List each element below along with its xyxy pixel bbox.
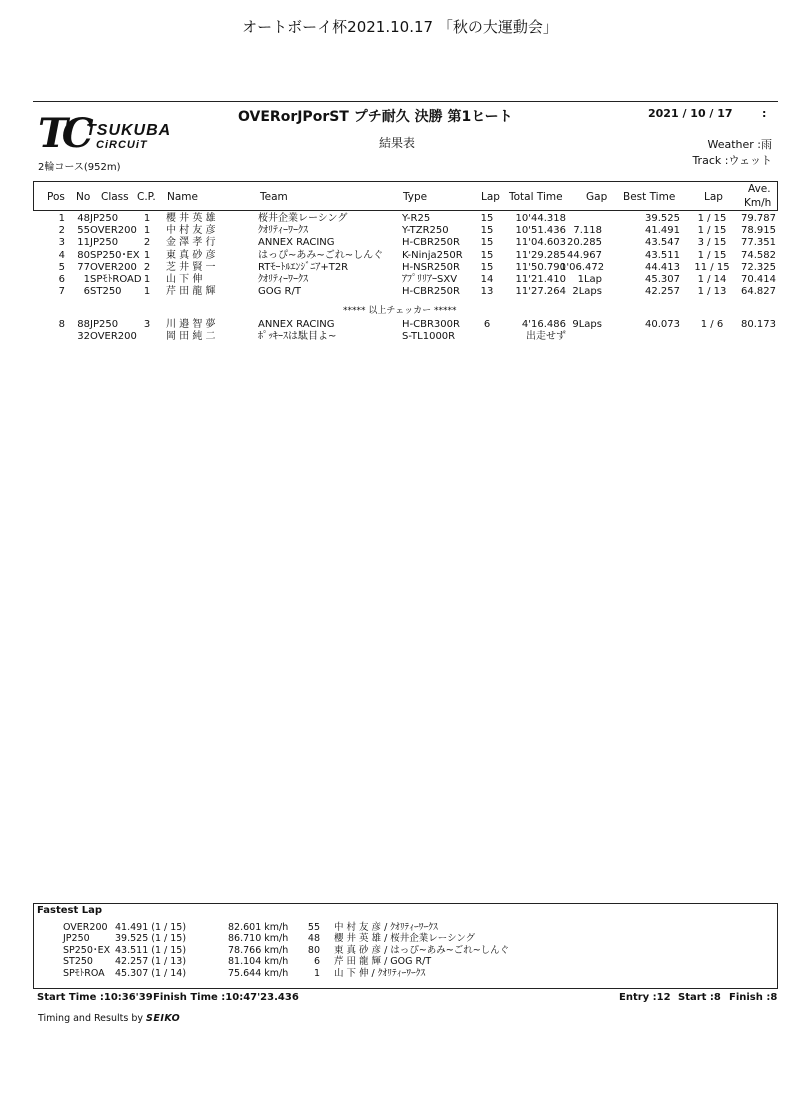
cell-type: Y-TZR250	[402, 225, 449, 237]
fastest-lap-row	[0, 945, 800, 956]
cell-team: 桜井企業レーシング	[258, 213, 348, 224]
cell-best-time: 39.525	[645, 213, 680, 224]
cell-type: H-CBR250R	[402, 237, 460, 249]
cell-class: JP250	[90, 213, 119, 224]
cell-gap: 1'06.472	[560, 261, 605, 273]
fastest-lap-speed: 82.601 km/h	[228, 922, 289, 933]
fastest-lap-time: 42.257 (1 / 13)	[115, 956, 187, 968]
fastest-lap-cls: ST250	[63, 956, 93, 968]
cell-ave-speed: 72.325	[741, 261, 776, 273]
cell-type: ｱﾌﾟﾘﾘｱｰSXV	[402, 274, 458, 285]
cell-no: 11	[77, 237, 90, 249]
cell-best-time: 43.511	[645, 249, 680, 261]
cell-best-time: 43.547	[645, 237, 680, 249]
col-total-time: Total Time	[509, 191, 563, 203]
fastest-lap-no: 1	[313, 967, 320, 979]
cell-cp: 3	[143, 319, 151, 330]
cell-pos: 6	[58, 274, 65, 285]
cell-ave-speed: 80.173	[741, 319, 776, 330]
cell-ave-speed: 79.787	[741, 213, 776, 224]
cell-total-time: 出走せず	[526, 331, 566, 342]
table-row	[0, 274, 800, 286]
cell-total-time: 11'21.410	[515, 274, 566, 285]
start-count: Start :8	[678, 992, 721, 1003]
cell-lap: 13	[480, 286, 494, 298]
cell-cp: 2	[143, 237, 151, 249]
fastest-lap-speed: 81.104 km/h	[228, 956, 289, 968]
timing-prefix: Timing and Results by	[38, 1013, 143, 1024]
cell-total-time: 11'50.790	[515, 261, 566, 273]
cell-pos: 1	[58, 213, 65, 224]
cell-lap: 6	[483, 319, 491, 330]
col-ave: Ave.	[748, 183, 771, 195]
finish-count: Finish :8	[729, 992, 778, 1003]
table-row	[0, 250, 800, 262]
cell-best-lap: 1 / 14	[697, 274, 727, 285]
fastest-lap-rider: 中 村 友 彦 / ｸｵﾘﾃｨｰﾜｰｸｽ	[334, 922, 438, 933]
fastest-lap-cls: JP250	[63, 933, 90, 945]
cell-total-time: 11'27.264	[515, 286, 566, 298]
table-row	[0, 319, 800, 331]
logo-name: TSUKUBA	[86, 122, 172, 139]
cell-team: RTﾓｰﾄﾙｴﾝｼﾞﾆｱ+T2R	[258, 261, 349, 273]
col-class: Class	[101, 191, 129, 203]
weather: Weather :雨	[707, 138, 772, 151]
fastest-lap-time: 41.491 (1 / 15)	[115, 922, 187, 933]
timing-brand: SEIKO	[146, 1013, 181, 1024]
cell-class: SP250･EX	[90, 249, 140, 261]
cell-name: 川 邉 智 夢	[166, 319, 216, 330]
cell-best-lap: 11 / 15	[694, 261, 730, 273]
fastest-lap-rider: 芹 田 龍 輝 / GOG R/T	[334, 956, 432, 968]
cell-pos: 5	[58, 261, 65, 273]
cell-lap: 14	[480, 274, 494, 285]
cell-no: 6	[83, 286, 90, 298]
cell-best-time: 41.491	[645, 225, 680, 237]
cell-type: H-CBR250R	[402, 286, 460, 298]
col-pos: Pos	[47, 191, 65, 203]
fastest-lap-speed: 78.766 km/h	[228, 944, 289, 956]
fastest-lap-speed: 75.644 km/h	[228, 967, 289, 979]
fastest-lap-cls: OVER200	[63, 922, 108, 933]
col-best-time: Best Time	[623, 191, 676, 203]
cell-ave-speed: 78.915	[741, 225, 776, 237]
fastest-lap-no: 55	[307, 922, 320, 933]
cell-lap: 15	[480, 225, 494, 237]
cell-type: H-CBR300R	[402, 319, 460, 330]
cell-team: GOG R/T	[258, 286, 301, 298]
fastest-lap-row	[0, 956, 800, 967]
cell-team: はっぴ~あみ~ごれ~しんぐ	[258, 249, 384, 261]
cell-type: S-TL1000R	[402, 331, 456, 342]
cell-team: ｸｵﾘﾃｨｰﾜｰｸｽ	[258, 225, 308, 237]
fastest-lap-cls: SPﾓﾄROA	[63, 967, 105, 979]
cell-name: 芝 井 賢 一	[166, 261, 216, 273]
cell-pos: 4	[58, 249, 65, 261]
col-ave-unit: Km/h	[744, 197, 772, 209]
cell-name: 櫻 井 英 雄	[166, 213, 216, 224]
cell-no: 32	[77, 331, 90, 342]
fastest-lap-time: 43.511 (1 / 15)	[115, 944, 187, 956]
race-time-colon: :	[762, 107, 767, 120]
cell-ave-speed: 64.827	[741, 286, 776, 298]
col-cp: C.P.	[137, 191, 156, 203]
fastest-lap-cls: SP250･EX	[63, 944, 111, 956]
cell-type: K-Ninja250R	[402, 249, 463, 261]
fastest-lap-no: 6	[313, 956, 320, 968]
col-lap: Lap	[481, 191, 500, 203]
cell-best-time: 42.257	[645, 286, 680, 298]
cell-pos: 7	[58, 286, 65, 298]
col-no: No	[76, 191, 91, 203]
table-row	[0, 286, 800, 298]
cell-name: 岡 田 純 二	[166, 331, 216, 342]
cell-pos: 8	[58, 319, 65, 330]
cell-type: Y-R25	[402, 213, 431, 224]
cell-class: JP250	[90, 319, 119, 330]
fastest-lap-row	[0, 968, 800, 979]
cell-gap: 2Laps	[572, 286, 602, 298]
cell-class: ST250	[90, 286, 122, 298]
cell-team: ANNEX RACING	[258, 237, 335, 249]
cell-class: OVER200	[90, 225, 137, 237]
cell-ave-speed: 70.414	[741, 274, 776, 285]
cell-cp: 1	[143, 274, 151, 285]
cell-ave-speed: 77.351	[741, 237, 776, 249]
fastest-lap-time: 39.525 (1 / 15)	[115, 933, 187, 945]
cell-no: 48	[77, 213, 90, 224]
page-title: オートボーイ杯2021.10.17 「秋の大運動会」	[242, 18, 558, 36]
table-row	[0, 225, 800, 237]
fastest-lap-no: 80	[307, 944, 320, 956]
cell-best-lap: 1 / 15	[697, 225, 727, 237]
fastest-lap-rider: 櫻 井 英 雄 / 桜井企業レーシング	[334, 933, 476, 945]
cell-team: ANNEX RACING	[258, 319, 335, 330]
cell-team: ﾎﾟｯｷｰｽは駄目よ~	[258, 331, 337, 342]
table-row	[0, 262, 800, 274]
results-header	[33, 181, 778, 211]
fastest-lap-row	[0, 933, 800, 944]
track-condition: Track :ウェット	[692, 154, 772, 167]
cell-total-time: 11'04.603	[515, 237, 566, 249]
fastest-lap-no: 48	[307, 933, 320, 945]
cell-total-time: 4'16.486	[521, 319, 566, 330]
logo-subname: CiRCUiT	[96, 139, 148, 151]
cell-total-time: 10'51.436	[515, 225, 566, 237]
cell-class: JP250	[90, 237, 119, 249]
cell-no: 1	[83, 274, 90, 285]
col-type: Type	[403, 191, 428, 203]
fastest-lap-speed: 86.710 km/h	[228, 933, 289, 945]
cell-total-time: 11'29.285	[515, 249, 566, 261]
timing-credit	[38, 1013, 180, 1024]
cell-no: 77	[77, 261, 90, 273]
checker-line: ***** 以上チェッカー *****	[343, 306, 457, 316]
cell-lap: 15	[480, 261, 494, 273]
logo-mark: TC	[38, 110, 88, 157]
cell-gap: 7.118	[573, 225, 602, 237]
cell-total-time: 10'44.318	[515, 213, 566, 224]
cell-gap: 9Laps	[572, 319, 602, 330]
start-time: Start Time :10:36'39	[37, 992, 153, 1003]
cell-ave-speed: 74.582	[741, 249, 776, 261]
col-gap: Gap	[586, 191, 608, 203]
cell-gap: 20.285	[567, 237, 602, 249]
fastest-lap-rider: 山 下 伸 / ｸｵﾘﾃｨｰﾜｰｸｽ	[334, 967, 426, 979]
cell-no: 55	[77, 225, 90, 237]
col-name: Name	[167, 191, 198, 203]
cell-no: 80	[77, 249, 90, 261]
cell-cp: 1	[143, 286, 151, 298]
cell-name: 東 真 砂 彦	[166, 249, 216, 261]
cell-cp: 2	[143, 261, 151, 273]
cell-cp: 1	[143, 249, 151, 261]
cell-best-lap: 1 / 15	[697, 213, 727, 224]
results-label: 結果表	[379, 136, 416, 150]
cell-name: 中 村 友 彦	[166, 225, 216, 237]
race-date: 2021 / 10 / 17	[648, 107, 733, 120]
col-best-lap: Lap	[704, 191, 723, 203]
fastest-lap-row	[0, 922, 800, 933]
entry-count: Entry :12	[619, 992, 671, 1003]
cell-cp: 1	[143, 225, 151, 237]
cell-best-time: 45.307	[645, 274, 680, 285]
cell-best-lap: 1 / 6	[700, 319, 724, 330]
table-row	[0, 237, 800, 249]
fastest-lap-title: Fastest Lap	[37, 905, 102, 916]
cell-best-lap: 1 / 15	[697, 249, 727, 261]
cell-class: OVER200	[90, 261, 137, 273]
course-label: 2輪コース(952m)	[38, 162, 121, 173]
cell-no: 88	[77, 319, 90, 330]
fastest-lap-time: 45.307 (1 / 14)	[115, 967, 187, 979]
cell-team: ｸｵﾘﾃｨｰﾜｰｸｽ	[258, 274, 308, 285]
cell-best-time: 44.413	[645, 261, 680, 273]
cell-name: 芹 田 龍 輝	[166, 286, 216, 298]
table-row	[0, 213, 800, 225]
col-team: Team	[260, 191, 288, 203]
finish-time: Finish Time :10:47'23.436	[153, 992, 299, 1003]
cell-lap: 15	[480, 237, 494, 249]
cell-lap: 15	[480, 249, 494, 261]
cell-best-lap: 3 / 15	[697, 237, 727, 249]
cell-name: 山 下 伸	[166, 274, 203, 285]
cell-cp: 1	[143, 213, 151, 224]
cell-name: 金 澤 孝 行	[166, 237, 216, 249]
race-title: OVERorJPorST プチ耐久 決勝 第1ヒート	[238, 109, 513, 125]
table-row	[0, 331, 800, 343]
cell-class: SPﾓﾄROAD	[90, 274, 142, 285]
cell-best-lap: 1 / 13	[697, 286, 727, 298]
cell-gap: 1Lap	[577, 274, 602, 285]
cell-type: H-NSR250R	[402, 261, 460, 273]
cell-lap: 15	[480, 213, 494, 224]
cell-pos: 3	[58, 237, 65, 249]
cell-best-time: 40.073	[645, 319, 680, 330]
cell-pos: 2	[58, 225, 65, 237]
cell-gap: 44.967	[567, 249, 602, 261]
cell-class: OVER200	[90, 331, 137, 342]
fastest-lap-rider: 東 真 砂 彦 / はっぴ~あみ~ごれ~しんぐ	[334, 944, 510, 956]
header-rule	[33, 101, 778, 102]
